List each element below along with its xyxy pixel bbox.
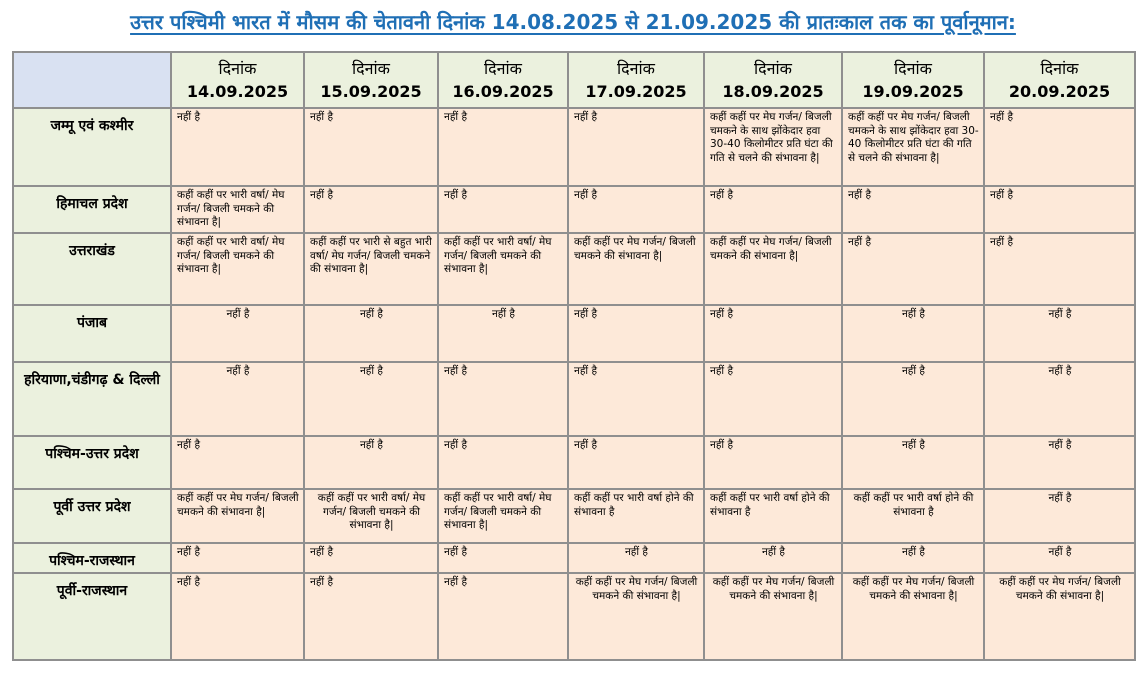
- date-label: दिनांक: [352, 58, 390, 78]
- forecast-cell: नहीं है: [568, 436, 704, 489]
- date-column-header: [171, 52, 304, 108]
- date-column-header: [842, 52, 984, 108]
- table-row: [13, 436, 1135, 489]
- weather-warning-table: [12, 51, 1136, 661]
- date-label: दिनांक: [1040, 58, 1079, 78]
- forecast-cell: नहीं है: [438, 436, 568, 489]
- forecast-cell: नहीं है: [984, 436, 1135, 489]
- forecast-cell: नहीं है: [304, 436, 438, 489]
- forecast-cell: नहीं है: [568, 305, 704, 362]
- forecast-cell: नहीं है: [304, 573, 438, 660]
- table-row: [13, 489, 1135, 543]
- forecast-cell: नहीं है: [568, 108, 704, 186]
- forecast-cell: नहीं है: [304, 305, 438, 362]
- forecast-cell: नहीं है: [842, 233, 984, 305]
- header-row: [13, 52, 1135, 108]
- table-row: [13, 108, 1135, 186]
- forecast-cell: कहीं कहीं पर मेघ गर्जन/ बिजली चमकने की संभावना है|: [568, 573, 704, 660]
- region-name: पश्चिम-उत्तर प्रदेश: [13, 436, 171, 489]
- region-name: पंजाब: [13, 305, 171, 362]
- forecast-cell: कहीं कहीं पर भारी वर्षा/ मेघ गर्जन/ बिजली चमकने की संभावना है|: [438, 233, 568, 305]
- forecast-cell: कहीं कहीं पर मेघ गर्जन/ बिजली चमकने की संभावना है|: [171, 489, 304, 543]
- forecast-cell: कहीं कहीं पर भारी वर्षा होने की संभावना है: [568, 489, 704, 543]
- region-name: हिमाचल प्रदेश: [13, 186, 171, 233]
- forecast-cell: नहीं है: [171, 108, 304, 186]
- forecast-cell: कहीं कहीं पर भारी वर्षा/ मेघ गर्जन/ बिजली चमकने की संभावना है|: [171, 233, 304, 305]
- table-row: [13, 362, 1135, 436]
- region-name: उत्तराखंड: [13, 233, 171, 305]
- date-value: 14.09.2025: [186, 81, 289, 101]
- forecast-cell: नहीं है: [304, 543, 438, 574]
- forecast-cell: कहीं कहीं पर भारी वर्षा/ मेघ गर्जन/ बिजली चमकने की संभावना है|: [304, 489, 438, 543]
- date-column-header: [704, 52, 842, 108]
- forecast-cell: नहीं है: [171, 362, 304, 436]
- region-name: पूर्वी उत्तर प्रदेश: [13, 489, 171, 543]
- forecast-cell: कहीं कहीं पर भारी वर्षा होने की संभावना है: [842, 489, 984, 543]
- date-column-header: [984, 52, 1135, 108]
- region-name: जम्मू एवं कश्मीर: [13, 108, 171, 186]
- date-value: 17.09.2025: [585, 81, 687, 101]
- date-label: दिनांक: [754, 58, 792, 78]
- forecast-cell: नहीं है: [171, 543, 304, 574]
- corner-cell: [13, 52, 171, 108]
- forecast-cell: कहीं कहीं पर मेघ गर्जन/ बिजली चमकने की संभावना है|: [704, 573, 842, 660]
- forecast-cell: नहीं है: [704, 186, 842, 233]
- forecast-cell: नहीं है: [984, 543, 1135, 574]
- forecast-cell: कहीं कहीं पर मेघ गर्जन/ बिजली चमकने के साथ झोंकेदार हवा 30-40 किलोमीटर प्रति घंटा की गति से चलने की संभावना है|: [842, 108, 984, 186]
- forecast-cell: नहीं है: [704, 436, 842, 489]
- forecast-cell: नहीं है: [568, 543, 704, 574]
- forecast-cell: नहीं है: [304, 186, 438, 233]
- forecast-cell: कहीं कहीं पर भारी वर्षा होने की संभावना है: [704, 489, 842, 543]
- forecast-cell: नहीं है: [438, 305, 568, 362]
- forecast-cell: नहीं है: [568, 362, 704, 436]
- page-title: उत्तर पश्चिमी भारत में मौसम की चेतावनी दिनांक 14.08.2025 से 21.09.2025 की प्रातःकाल तक का पूर्वानूमान:: [130, 10, 1016, 34]
- date-value: 20.09.2025: [1008, 81, 1111, 101]
- forecast-cell: कहीं कहीं पर मेघ गर्जन/ बिजली चमकने की संभावना है|: [984, 573, 1135, 660]
- region-name: पूर्वी-राजस्थान: [13, 573, 171, 660]
- date-label: दिनांक: [617, 58, 655, 78]
- forecast-cell: कहीं कहीं पर मेघ गर्जन/ बिजली चमकने की संभावना है|: [704, 233, 842, 305]
- date-label: दिनांक: [484, 58, 522, 78]
- forecast-cell: नहीं है: [304, 108, 438, 186]
- forecast-cell: नहीं है: [984, 489, 1135, 543]
- forecast-cell: नहीं है: [438, 186, 568, 233]
- forecast-cell: नहीं है: [438, 108, 568, 186]
- forecast-cell: नहीं है: [704, 305, 842, 362]
- forecast-cell: नहीं है: [984, 108, 1135, 186]
- forecast-cell: कहीं कहीं पर भारी से बहुत भारी वर्षा/ मेघ गर्जन/ बिजली चमकने की संभावना है|: [304, 233, 438, 305]
- forecast-cell: नहीं है: [984, 233, 1135, 305]
- table-row: [13, 573, 1135, 660]
- date-column-header: [304, 52, 438, 108]
- forecast-cell: नहीं है: [984, 362, 1135, 436]
- region-name: हरियाणा,चंडीगढ़ & दिल्ली: [13, 362, 171, 436]
- forecast-cell: नहीं है: [842, 436, 984, 489]
- forecast-cell: कहीं कहीं पर मेघ गर्जन/ बिजली चमकने की संभावना है|: [842, 573, 984, 660]
- forecast-cell: कहीं कहीं पर मेघ गर्जन/ बिजली चमकने की संभावना है|: [568, 233, 704, 305]
- forecast-cell: नहीं है: [171, 305, 304, 362]
- date-value: 19.09.2025: [862, 81, 964, 101]
- forecast-cell: नहीं है: [842, 186, 984, 233]
- date-value: 18.09.2025: [722, 81, 824, 101]
- forecast-cell: नहीं है: [842, 362, 984, 436]
- date-value: 15.09.2025: [320, 81, 422, 101]
- date-column-header: [568, 52, 704, 108]
- forecast-cell: नहीं है: [171, 436, 304, 489]
- date-label: दिनांक: [894, 58, 932, 78]
- date-column-header: [438, 52, 568, 108]
- date-label: दिनांक: [218, 58, 257, 78]
- forecast-cell: नहीं है: [304, 362, 438, 436]
- table-row: [13, 305, 1135, 362]
- forecast-cell: नहीं है: [438, 362, 568, 436]
- forecast-cell: कहीं कहीं पर भारी वर्षा/ मेघ गर्जन/ बिजली चमकने की संभावना है|: [171, 186, 304, 233]
- forecast-cell: नहीं है: [984, 305, 1135, 362]
- region-name: पश्चिम-राजस्थान: [13, 543, 171, 574]
- forecast-cell: नहीं है: [842, 543, 984, 574]
- table-row: [13, 186, 1135, 233]
- forecast-cell: नहीं है: [171, 573, 304, 660]
- table-row: [13, 233, 1135, 305]
- forecast-cell: नहीं है: [704, 543, 842, 574]
- forecast-cell: नहीं है: [984, 186, 1135, 233]
- forecast-cell: नहीं है: [568, 186, 704, 233]
- table-row: [13, 543, 1135, 574]
- forecast-cell: नहीं है: [704, 362, 842, 436]
- forecast-cell: नहीं है: [842, 305, 984, 362]
- date-value: 16.09.2025: [452, 81, 554, 101]
- forecast-cell: नहीं है: [438, 573, 568, 660]
- forecast-cell: नहीं है: [438, 543, 568, 574]
- forecast-cell: कहीं कहीं पर मेघ गर्जन/ बिजली चमकने के साथ झोंकेदार हवा 30-40 किलोमीटर प्रति घंटा की गति से चलने की संभावना है|: [704, 108, 842, 186]
- forecast-cell: कहीं कहीं पर भारी वर्षा/ मेघ गर्जन/ बिजली चमकने की संभावना है|: [438, 489, 568, 543]
